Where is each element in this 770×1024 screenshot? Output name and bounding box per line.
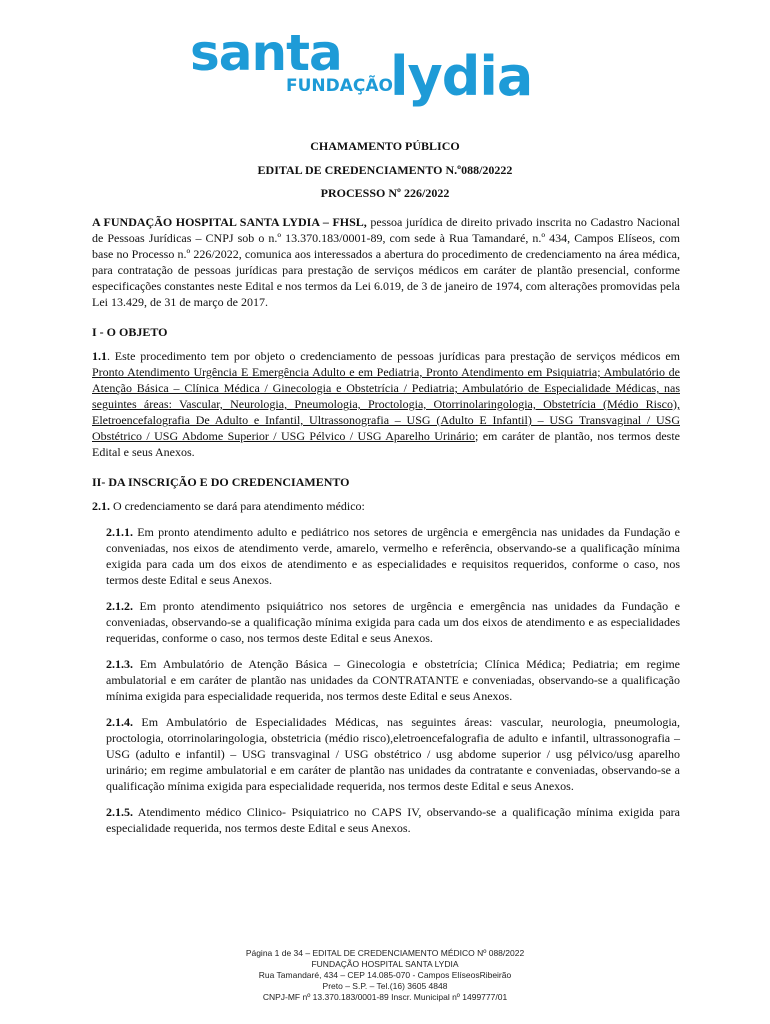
item-text: Atendimento médico Clinico- Psiquiatrico no CAPS IV, observando-se a qualificação mínima exigida para especialidade requerida, nos termos deste Edital e seus Anexos. [106,805,680,835]
item-number: 2.1.5. [106,805,133,819]
section-1-title: I - O OBJETO [92,325,168,339]
paragraph-2-1-3 [92,656,680,704]
logo-word-lydia: lydia [390,45,533,108]
page-footer [0,948,770,1003]
paragraph-2-1-5 [92,804,680,836]
paragraph-2-1-number: 2.1. [92,499,110,513]
footer-address: Rua Tamandaré, 434 – CEP 14.085-070 - Campos ElíseosRibeirão [258,970,512,980]
section-2-title: II- DA INSCRIÇÃO E DO CREDENCIAMENTO [92,475,350,489]
paragraph-1-1 [92,348,680,460]
item-number: 2.1.2. [106,599,133,613]
paragraph-2-1-1 [92,524,680,588]
fundacao-santa-lydia-logo [190,24,533,108]
item-number: 2.1.3. [106,657,133,671]
paragraph-1-1-text-a: . Este procedimento tem por objeto o credenciamento de pessoas jurídicas para prestação de serviços médicos em [107,349,680,363]
document-body [92,214,680,836]
footer-page-info: Página 1 de 34 – EDITAL DE CREDENCIAMENTO MÉDICO Nº 088/2022 [245,948,525,958]
footer-city-phone: Preto – S.P. – Tel.(16) 3605 4848 [322,981,448,991]
paragraph-1-1-number: 1.1 [92,349,107,363]
intro-paragraph [92,214,680,310]
heading-edital: EDITAL DE CREDENCIAMENTO N.º088/20222 [257,163,513,177]
item-number: 2.1.1. [106,525,133,539]
paragraph-2-1-text: O credenciamento se dará para atendimento médico: [110,499,365,513]
heading-chamamento: CHAMAMENTO PÚBLICO [310,139,460,153]
paragraph-1-1-underlined: Pronto Atendimento Urgência E Emergência Adulto e em Pediatria, Pronto Atendimento em Psiquiatria; Ambulatório de Atenção Básica – Clínica Médica / Ginecologia e Obstetrícia / Pediatria; Ambulatório de Especialidade Médicas, nas seguintes áreas: Vascular, Neurologia, Pneumologia, Proctologia, Otorrinolaringologia, Obstetrícia (Médio Risco), Eletroencefalografia De Adulto e Infantil, Ultrassonografia – USG (Adulto E Infantil) – USG Transvaginal / USG Obstétrico / USG Abdome Superior / USG Pélvico / USG Aparelho Urinário [92,365,680,443]
footer-org-name: FUNDAÇÃO HOSPITAL SANTA LYDIA [311,959,459,969]
item-text: Em pronto atendimento psiquiátrico nos setores de urgência e emergência nas unidades da Fundação e conveniadas, observando-se a qualificação mínima exigida para cada um dos eixos de atendimento e as especialidades requeridas, conforme o caso, nos termos deste Edital e seus Anexos. [106,599,680,645]
paragraph-2-1 [92,498,680,514]
paragraph-1-1-text-b: ; em caráter de plantão, nos termos deste Edital e seus Anexos. [92,429,680,459]
item-number: 2.1.4. [106,715,133,729]
item-text: Em Ambulatório de Atenção Básica – Ginecologia e obstetrícia; Clínica Médica; Pediatria; em regime ambulatorial e em caráter de plantão nas unidades da CONTRATANTE e conveniadas, observando-se a qualificação mínima exigida para especialidade requerida, nos termos deste Edital e seus Anexos. [106,657,680,703]
intro-text: pessoa jurídica de direito privado inscrita no Cadastro Nacional de Pessoas Jurídicas – CNPJ sob o n.º 13.370.183/0001-89, com sede à Rua Tamandaré, n.º 434, Campos Elíseos, com base no Processo n.º 226/2022, comunica aos interessados a abertura do procedimento de credenciamento na área médica, para contratação de pessoas jurídicas para prestação de serviços médicos em caráter de plantão presencial, conforme especificações constantes neste Edital e nos termos da Lei 6.019, de 3 de janeiro de 1974, com alterações promovidas pela Lei 13.429, de 31 de março de 2017. [92,215,681,309]
footer-registration: CNPJ-MF nº 13.370.183/0001-89 Inscr. Municipal nº 1499777/01 [262,992,508,1002]
item-text: Em Ambulatório de Especialidades Médicas, nas seguintes áreas: vascular, neurologia, pneumologia, proctologia, otorrinolaringologia, obstetricia (médio risco),eletroencefalografia de adulto e infantil, ultrassonografia – USG (adulto e infantil) – USG transvaginal / USG obstétrico / usg abdome superior / usg pélvico/usg aparelho urinário; em regime ambulatorial e em caráter de plantão nas unidades da contratante e conveniadas, observando-se a qualificação mínima exigida para especialidade requerida, nos termos deste Edital e seus Anexos. [106,715,680,793]
intro-bold: A FUNDAÇÃO HOSPITAL SANTA LYDIA – FHSL, [92,215,367,229]
paragraph-2-1-2 [92,598,680,646]
item-text: Em pronto atendimento adulto e pediátrico nos setores de urgência e emergência nas unidades da Fundação e conveniadas, nos eixos de atendimento verde, amarelo, vermelho e referência, observando-se a qualificação mínima exigida para cada um dos eixos de atendimento e as especialidades e requisitos requeridos, conforme o caso, nos termos deste Edital e seus Anexos. [106,525,680,587]
paragraph-2-1-4 [92,714,680,794]
heading-processo: PROCESSO Nº 226/2022 [320,186,450,200]
logo-word-santa: santa [190,24,342,82]
logo-word-fundacao: FUNDAÇÃO [286,76,393,96]
